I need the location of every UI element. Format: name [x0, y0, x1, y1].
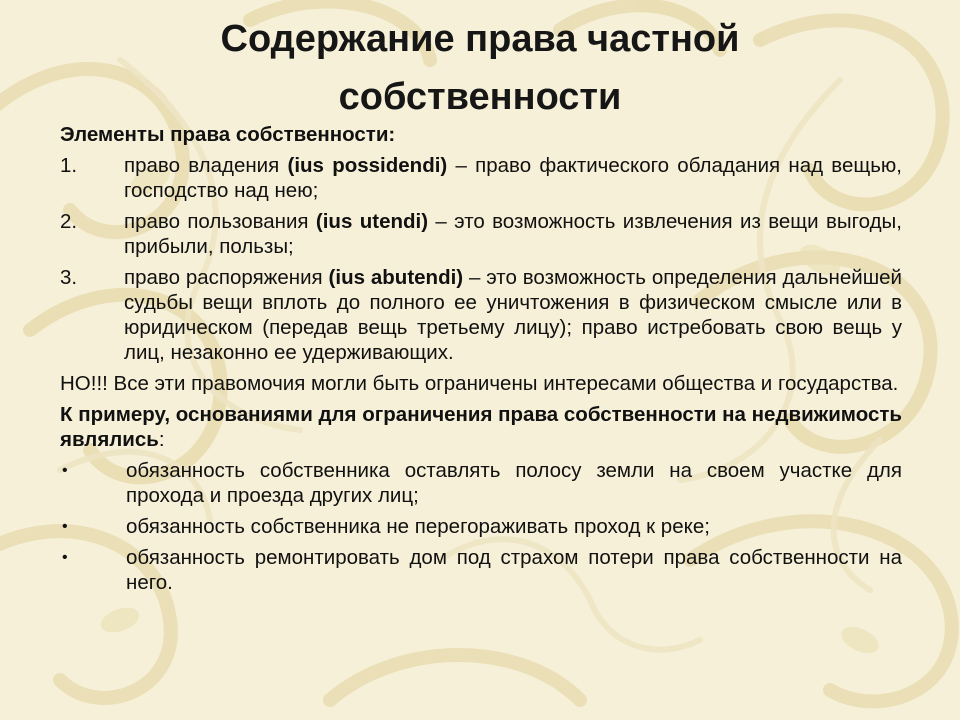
bullet-icon: •: [62, 549, 68, 566]
list-item: [60, 265, 902, 365]
restriction-note: НО!!! Все эти правомочия могли быть ограничены интересами общества и государства.: [60, 372, 899, 395]
bullet-text: обязанность собственника не перегораживать проход к реке;: [126, 515, 710, 538]
slide-body: [60, 122, 902, 601]
item-line1-rest: – это возможность: [463, 266, 646, 289]
elements-heading: Элементы права собственности:: [60, 123, 396, 146]
example-intro: [60, 402, 902, 452]
bullet-item: [60, 545, 902, 595]
item-number: 3.: [60, 266, 78, 289]
list-item: [60, 153, 902, 203]
bullet-item: [60, 514, 902, 539]
item-line1-rest: – право фактического: [447, 154, 670, 177]
item-text: [124, 209, 902, 259]
latin-term: (ius abutendi): [328, 266, 464, 289]
slide-title: [80, 10, 880, 126]
item-continuation: вещи выгоды, прибыли, пользы;: [124, 210, 902, 258]
item-continuation: определения дальнейшей судьбы вещи вплоть до полного ее уничтожения в физическом смысле или в юридическом (передав вещь третьему лицу); право истребовать свою вещь у лиц, незаконно ее удерживающих.: [124, 266, 903, 364]
item-lead: право распоряжения: [124, 266, 329, 289]
item-lead: право владения: [124, 154, 288, 177]
slide-title-line-2: собственности: [338, 76, 622, 118]
item-text: [124, 265, 902, 365]
list-item: [60, 209, 902, 259]
item-line1-rest: – это возможность извлечения из: [428, 210, 761, 233]
item-number: 1.: [60, 154, 78, 177]
example-intro-bold-2: на недвижимость являлись: [60, 403, 902, 451]
latin-term: (ius possidendi): [287, 154, 448, 177]
slide-title-line-1: Содержание права частной: [220, 18, 740, 60]
item-lead: право пользования: [124, 210, 316, 233]
bullet-item: [60, 458, 902, 508]
latin-term: (ius utendi): [315, 210, 429, 233]
bullet-icon: •: [62, 462, 68, 479]
example-intro-colon: :: [158, 428, 165, 451]
item-number: 2.: [60, 210, 78, 233]
item-text: [124, 153, 902, 203]
bullet-icon: •: [62, 518, 68, 535]
bullet-text: обязанность собственника оставлять полосу земли на своем участке для прохода и проезда других лиц;: [126, 459, 902, 507]
bullet-text: обязанность ремонтировать дом под страхом потери права собственности на него.: [126, 546, 902, 594]
item-continuation: обладания над вещью, господство над нею;: [124, 154, 902, 202]
example-intro-bold: К примеру, основаниями для ограничения права собственности: [60, 403, 717, 426]
